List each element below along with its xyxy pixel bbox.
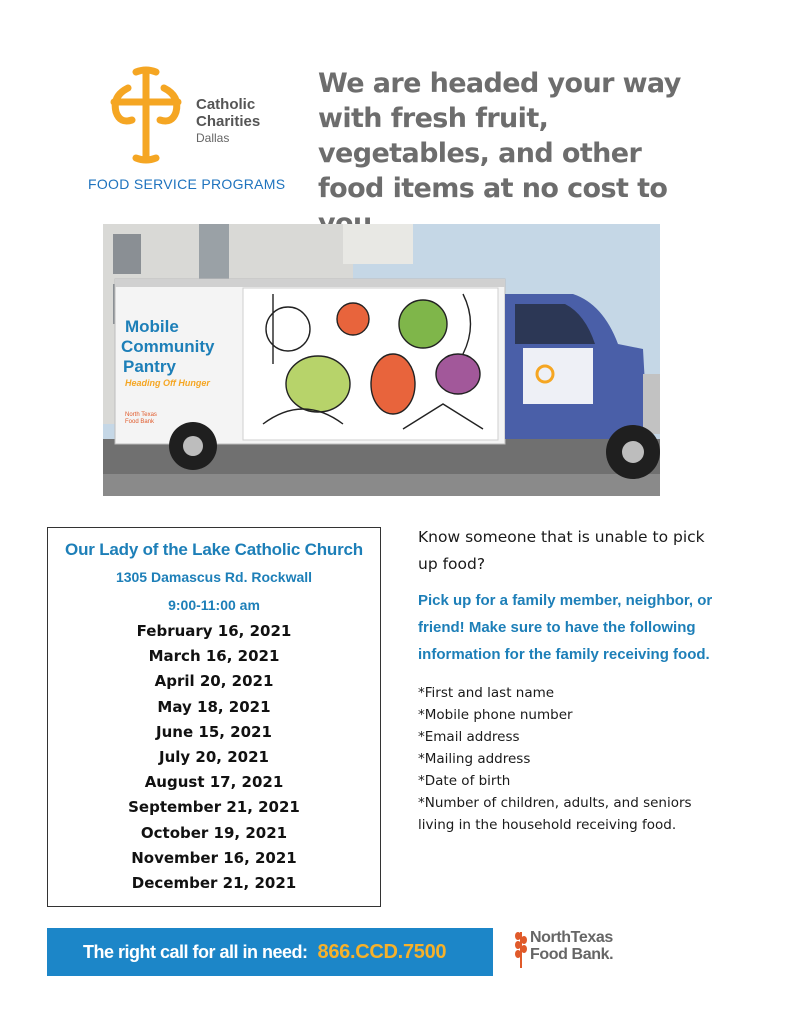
distribution-date: April 20, 2021 [154,672,274,691]
truck-tagline: Heading Off Hunger [125,378,210,388]
wheat-icon [514,928,528,968]
required-info-item: *Number of children, adults, and seniors living in the household receiving food. [418,795,692,833]
distribution-date: September 21, 2021 [128,798,300,817]
org-name-line3: Dallas [196,131,230,145]
food-bank-name [530,929,613,963]
ccd-cross-logo-icon [106,66,186,164]
mobile-pantry-truck-photo [103,224,660,496]
church-name: Our Lady of the Lake Catholic Church [65,540,363,559]
required-info-item: *First and last name [418,685,555,701]
distribution-date: December 21, 2021 [131,874,297,893]
call-banner [47,928,493,976]
truck-title-line1: Mobile [125,317,179,336]
food-bank-name-line1: NorthTexas [530,929,613,946]
truck-illustration [103,224,660,496]
distribution-date: October 19, 2021 [140,823,288,842]
distribution-date: May 18, 2021 [157,697,271,716]
distribution-date: November 16, 2021 [131,848,297,867]
proxy-question: Know someone that is unable to pick up food? [418,528,705,573]
distribution-date: February 16, 2021 [136,622,292,640]
distribution-date: March 16, 2021 [148,647,280,666]
org-name-line2: Charities [196,113,261,130]
required-info-item: *Date of birth [418,773,511,789]
truck-title-line2: Community [121,337,215,356]
proxy-pickup-info [418,524,718,836]
distribution-date: July 20, 2021 [159,748,269,767]
truck-sponsor-line2: Food Bank [125,419,155,425]
call-text: The right call for all in need: [83,941,308,962]
org-name [196,96,260,147]
headline: We are headed your way with fresh fruit, vegetables, and other food items at no cost to [318,68,681,204]
required-info-list [418,682,718,836]
food-bank-name-line2: Food Bank. [530,946,614,963]
phone-number[interactable]: 866.CCD.7500 [317,940,447,963]
distribution-hours: 9:00-11:00 am [168,597,260,613]
program-name: FOOD SERVICE PROGRAMS [88,176,286,192]
required-info-item: *Mobile phone number [418,707,573,723]
required-info-item: *Mailing address [418,751,531,767]
catholic-charities-logo [88,66,288,196]
truck-sponsor-line1: North Texas [125,412,157,418]
north-texas-food-bank-logo [514,926,634,970]
truck-title-line3: Pantry [123,357,176,376]
required-info-item: *Email address [418,729,520,745]
distribution-date: June 15, 2021 [156,722,272,741]
proxy-instruction: Pick up for a family member, neighbor, or friend! Make sure to have the following information for the family receiving food. [418,592,713,663]
church-address: 1305 Damascus Rd. Rockwall [115,569,313,585]
distribution-date: August 17, 2021 [144,773,284,792]
distribution-dates [48,619,380,896]
schedule-box [47,527,381,907]
org-name-line1: Catholic [196,96,256,113]
